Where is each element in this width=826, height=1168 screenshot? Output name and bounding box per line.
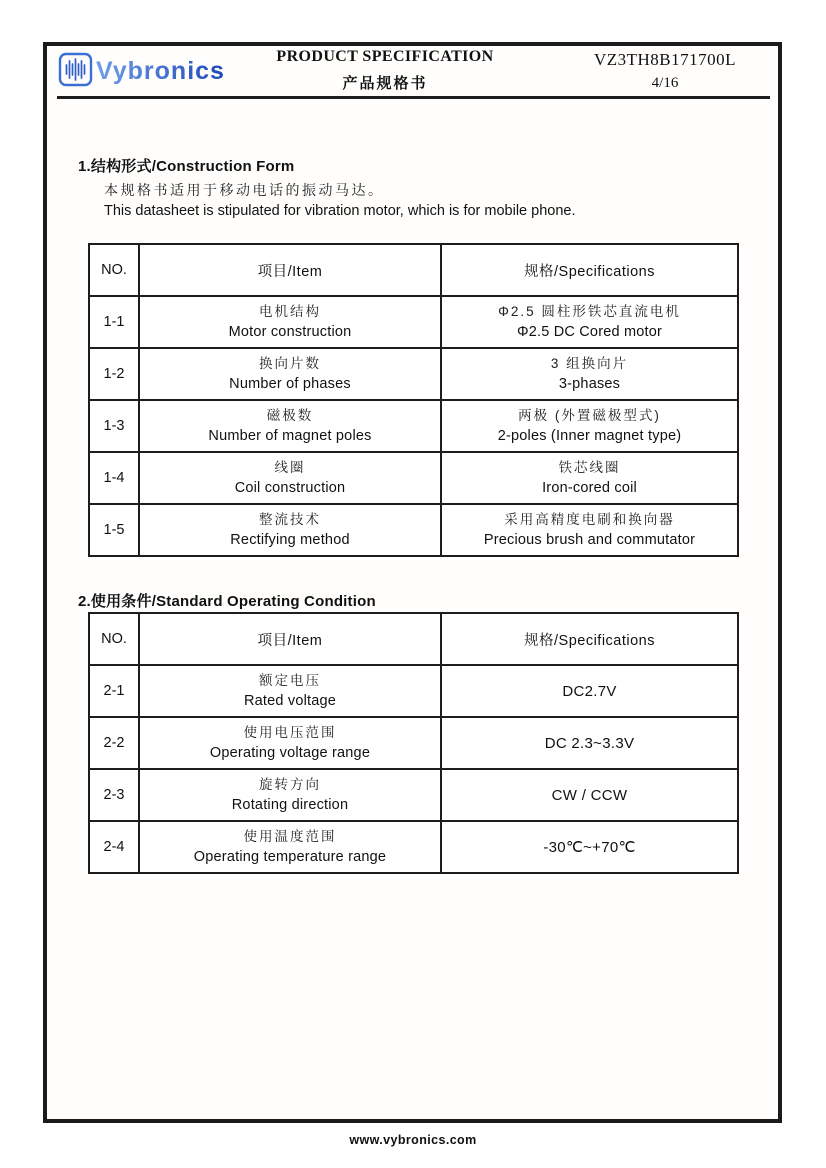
page-number: 4/16 (651, 75, 679, 91)
spec-en: Φ2.5 DC Cored motor (516, 324, 663, 340)
logo-wordmark: Vybronics (96, 57, 223, 85)
table-row (89, 769, 738, 821)
table-header-row (89, 613, 738, 665)
item-en: Rotating direction (231, 797, 349, 813)
item-zh: 整流技术 (259, 512, 321, 527)
header-spec: 规格/Specifications (524, 263, 655, 280)
section1-heading: 1.结构形式/Construction Form (78, 158, 295, 175)
table-row (89, 452, 738, 504)
document-number: VZ3TH8B171700L (593, 50, 737, 69)
spec-value: -30℃~+70℃ (543, 839, 636, 856)
spec-en: 2-poles (Inner magnet type) (497, 428, 682, 444)
row-spec (441, 400, 738, 452)
title-chinese: 产品规格书 (342, 76, 428, 92)
spec-zh: 3 组换向片 (550, 356, 629, 371)
document-title-block (276, 48, 493, 93)
footer-website: www.vybronics.com (349, 1133, 477, 1147)
item-zh: 电机结构 (259, 304, 321, 319)
row-no: 1-1 (89, 296, 139, 348)
row-spec (441, 452, 738, 504)
item-en: Rectifying method (230, 532, 350, 548)
item-en: Rated voltage (243, 693, 337, 709)
row-no: 2-1 (89, 665, 139, 717)
spec-zh: 采用高精度电刷和换向器 (504, 512, 675, 527)
item-zh: 换向片数 (259, 356, 321, 371)
row-item (139, 452, 441, 504)
item-en: Operating voltage range (209, 745, 371, 761)
row-item (139, 504, 441, 556)
item-en: Motor construction (228, 324, 352, 340)
item-zh: 使用电压范围 (243, 725, 337, 740)
row-spec (441, 821, 738, 873)
table-row (89, 348, 738, 400)
row-item (139, 769, 441, 821)
construction-form-table (88, 243, 739, 557)
header-divider-line (57, 96, 770, 99)
header-spec: 规格/Specifications (524, 632, 655, 649)
row-item (139, 400, 441, 452)
row-spec (441, 717, 738, 769)
row-no: 2-3 (89, 769, 139, 821)
spec-zh: Φ2.5 圆柱形铁芯直流电机 (498, 304, 681, 319)
spec-zh: 铁芯线圈 (558, 460, 621, 475)
item-zh: 旋转方向 (259, 777, 321, 792)
document-number-block (594, 50, 736, 92)
row-item (139, 296, 441, 348)
row-item (139, 717, 441, 769)
row-no: 1-5 (89, 504, 139, 556)
section1-body-chinese: 本规格书适用于移动电话的振动马达。 (104, 182, 385, 198)
row-no: 1-3 (89, 400, 139, 452)
row-no: 1-2 (89, 348, 139, 400)
row-spec (441, 665, 738, 717)
item-en: Operating temperature range (193, 849, 387, 865)
header-item: 项目/Item (257, 632, 323, 649)
spec-en: 3-phases (558, 376, 621, 392)
row-no: 1-4 (89, 452, 139, 504)
spec-value: DC2.7V (562, 682, 617, 700)
table-row (89, 504, 738, 556)
table-header-row (89, 244, 738, 296)
section2-heading: 2.使用条件/Standard Operating Condition (78, 593, 376, 610)
row-spec (441, 504, 738, 556)
vybronics-logo (58, 52, 223, 93)
spec-en: Precious brush and commutator (483, 532, 696, 548)
table-row (89, 400, 738, 452)
header-no: NO. (89, 613, 139, 665)
item-zh: 使用温度范围 (243, 829, 337, 844)
row-spec (441, 296, 738, 348)
logo-graphic (58, 52, 223, 88)
row-no: 2-4 (89, 821, 139, 873)
item-zh: 额定电压 (259, 673, 321, 688)
section1-body-english: This datasheet is stipulated for vibration motor, which is for mobile phone. (104, 203, 576, 219)
row-item (139, 821, 441, 873)
header-no: NO. (89, 244, 139, 296)
table-row (89, 821, 738, 873)
spec-zh: 两极 (外置磁极型式) (518, 408, 661, 423)
operating-condition-table (88, 612, 739, 874)
spec-value: DC 2.3~3.3V (544, 734, 635, 752)
row-item (139, 348, 441, 400)
spec-value: CW / CCW (551, 786, 628, 804)
header-item: 项目/Item (257, 263, 323, 280)
table-row (89, 665, 738, 717)
title-english: PRODUCT SPECIFICATION (276, 48, 494, 65)
table-row (89, 717, 738, 769)
item-zh: 线圈 (274, 460, 306, 475)
row-spec (441, 769, 738, 821)
row-no: 2-2 (89, 717, 139, 769)
item-en: Coil construction (234, 480, 346, 496)
spec-en: Iron-cored coil (542, 480, 637, 496)
item-en: Number of phases (229, 376, 351, 392)
waveform-icon (60, 54, 91, 85)
table-row (89, 296, 738, 348)
item-zh: 磁极数 (266, 408, 314, 423)
row-item (139, 665, 441, 717)
row-spec (441, 348, 738, 400)
item-en: Number of magnet poles (208, 428, 372, 444)
